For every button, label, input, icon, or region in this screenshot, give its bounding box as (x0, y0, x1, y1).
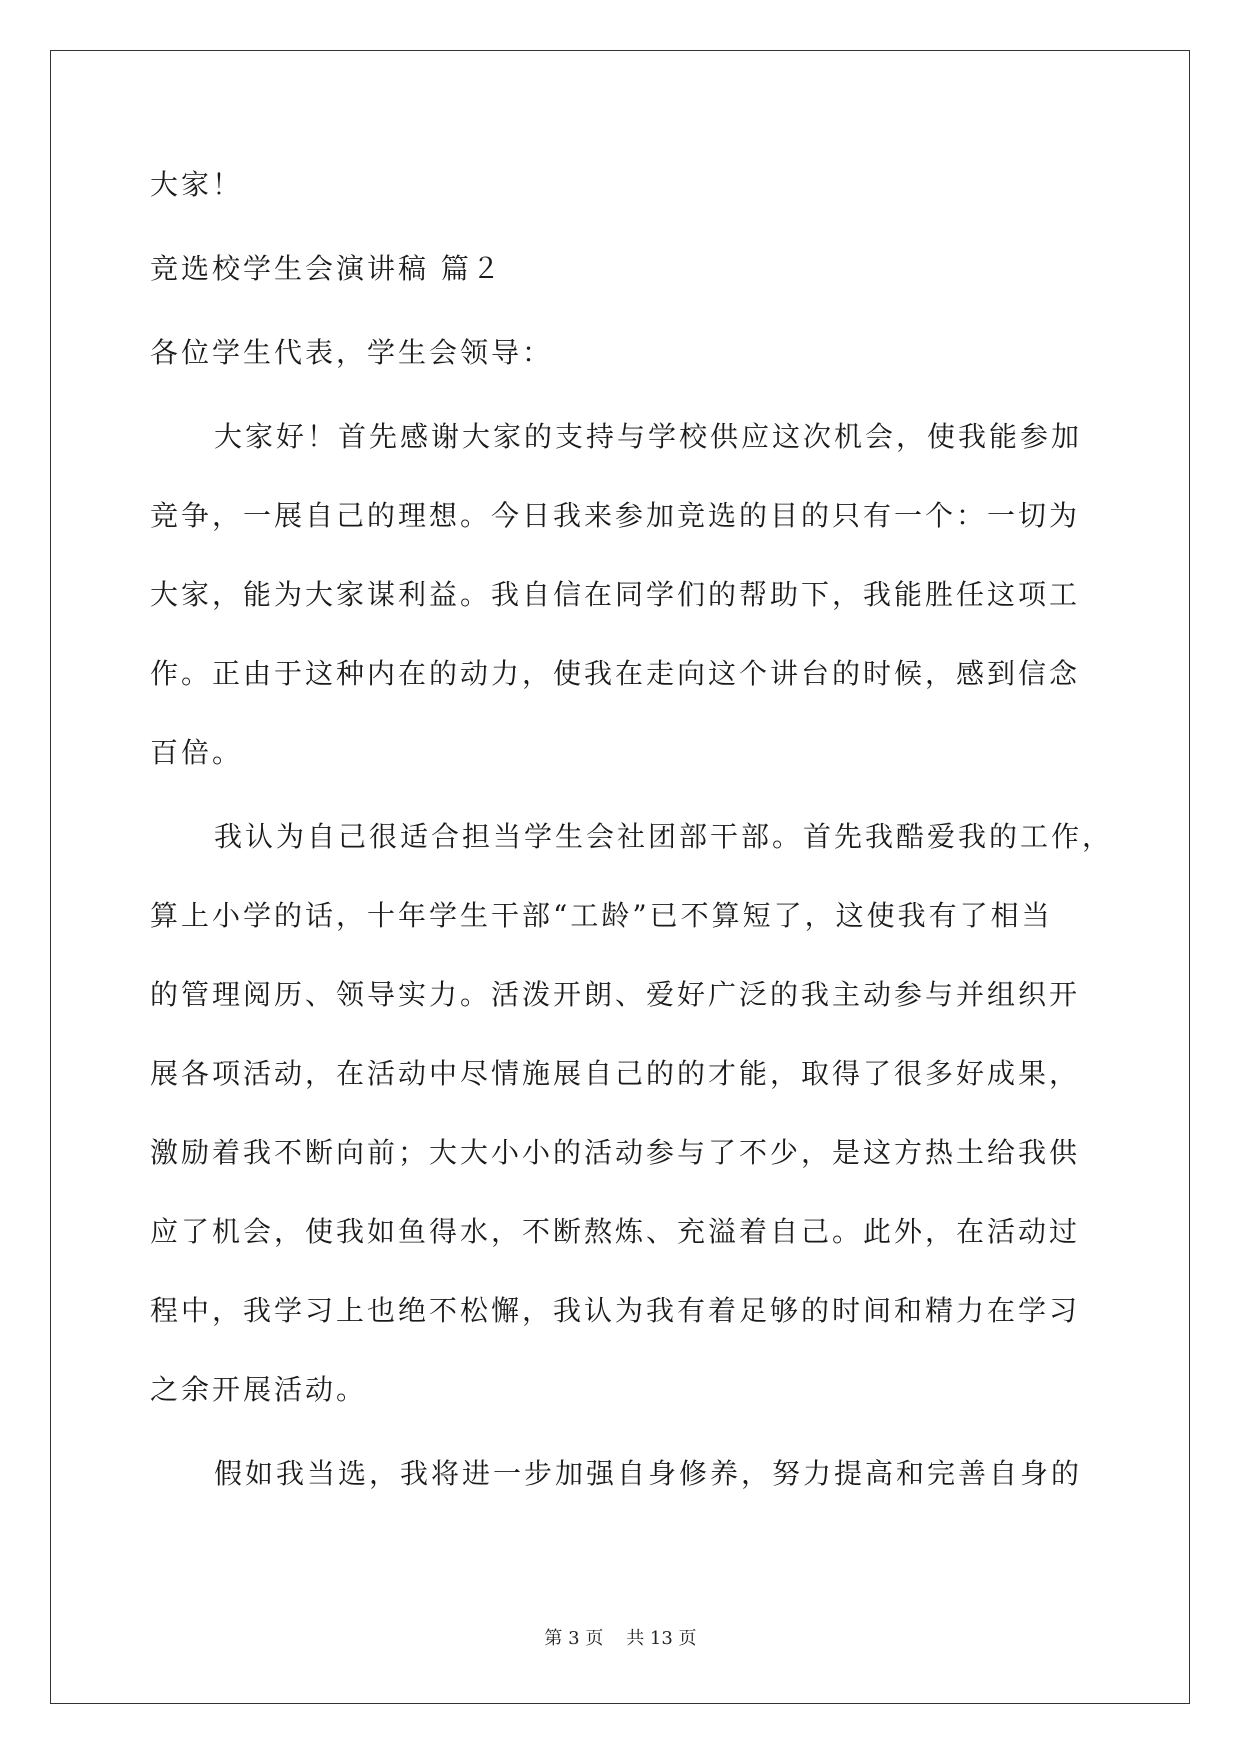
closing-line: 大家！ (150, 168, 244, 201)
paragraph-line: 竞争，一展自己的理想。今日我来参加竞选的目的只有一个：一切为 (150, 499, 1081, 532)
paragraph-3 (150, 1454, 1083, 1494)
paragraph-1 (150, 417, 1083, 773)
paragraph-line: 算上小学的话，十年学生干部“工龄”已不算短了，这使我有了相当 (150, 899, 1053, 932)
paragraph-line: 百倍。 (150, 736, 244, 769)
page-number-footer: 第 3 页 共 13 页 (544, 1628, 697, 1649)
paragraph-line: 展各项活动，在活动中尽情施展自己的的才能，取得了很多好成果， (150, 1057, 1081, 1090)
paragraph-line: 作。正由于这种内在的动力，使我在走向这个讲台的时候，感到信念 (150, 657, 1081, 690)
document-body (150, 165, 1114, 1533)
paragraph-line: 大家，能为大家谋利益。我自信在同学们的帮助下，我能胜任这项工 (150, 578, 1081, 611)
section-heading: 竞选校学生会演讲稿 篇２ (150, 252, 503, 285)
paragraph-line: 我认为自己很适合担当学生会社团部干部。首先我酷爱我的工作， (214, 820, 1114, 853)
paragraph-line: 激励着我不断向前；大大小小的活动参与了不少，是这方热土给我供 (150, 1136, 1081, 1169)
paragraph-line: 程中，我学习上也绝不松懈，我认为我有着足够的时间和精力在学习 (150, 1294, 1081, 1327)
paragraph-line: 应了机会，使我如鱼得水，不断熬炼、充溢着自己。此外，在活动过 (150, 1215, 1081, 1248)
paragraph-line: 之余开展活动。 (150, 1373, 368, 1406)
paragraph-line: 假如我当选，我将进一步加强自身修养，努力提高和完善自身的 (214, 1457, 1083, 1490)
paragraph-line: 的管理阅历、领导实力。活泼开朗、爱好广泛的我主动参与并组织开 (150, 978, 1081, 1011)
paragraph-line: 大家好！首先感谢大家的支持与学校供应这次机会，使我能参加 (214, 420, 1083, 453)
salutation: 各位学生代表，学生会领导： (150, 336, 554, 369)
paragraph-2 (150, 817, 1114, 1410)
